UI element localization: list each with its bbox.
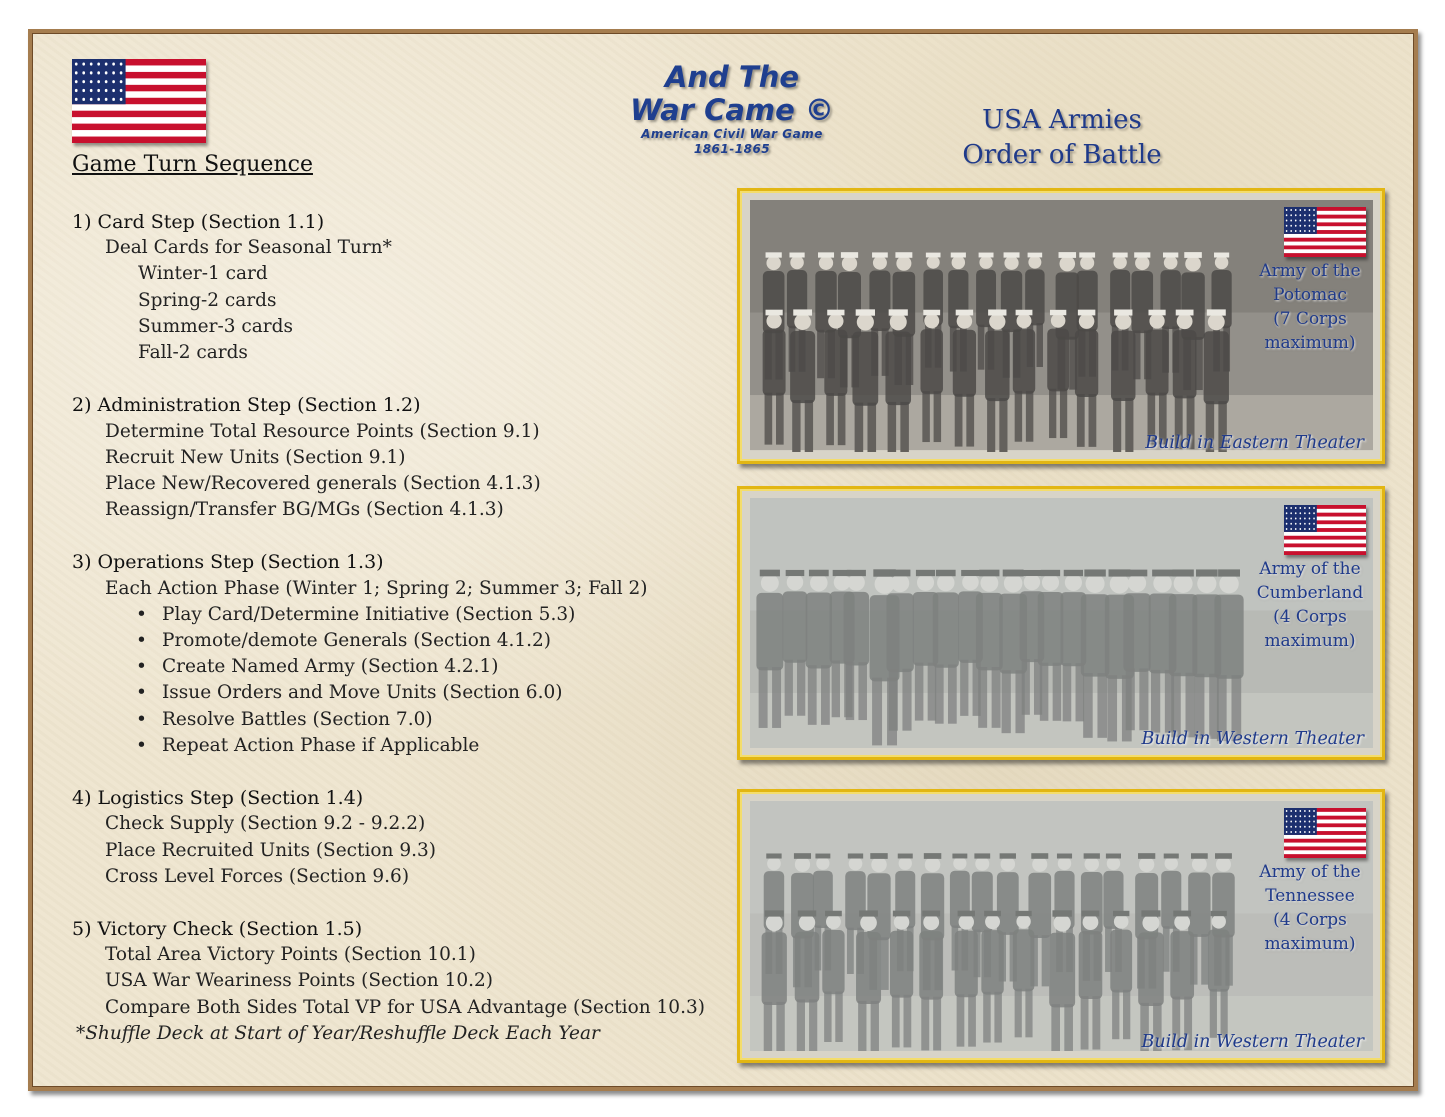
bullet-icon: • xyxy=(136,708,147,730)
army-name xyxy=(1254,259,1366,355)
army-name-line: (7 Corps xyxy=(1273,309,1347,329)
step-title: 1) Card Step (Section 1.1) xyxy=(72,211,325,233)
turn-sequence xyxy=(72,209,732,1047)
bullet-text: Promote/demote Generals (Section 4.1.2) xyxy=(162,630,551,651)
bullet-icon: • xyxy=(136,630,147,651)
step-subline: Spring-2 cards xyxy=(138,289,277,311)
footnote: *Shuffle Deck at Start of Year/Reshuffle Deck Each Year xyxy=(76,1022,600,1044)
step-line: USA War Weariness Points (Section 10.2) xyxy=(105,970,494,992)
army-name-line: (4 Corps xyxy=(1273,910,1347,930)
army-name-line: maximum) xyxy=(1264,631,1356,651)
step-title: 5) Victory Check (Section 1.5) xyxy=(72,918,363,941)
step-line: Each Action Phase (Winter 1; Spring 2; Summer 3; Fall 2) xyxy=(105,577,648,599)
army-name-line: Cumberland xyxy=(1256,583,1364,603)
bullet-item xyxy=(72,707,732,733)
bullet-text: Repeat Action Phase if Applicable xyxy=(162,734,480,756)
step-line: Total Area Victory Points (Section 10.1) xyxy=(105,944,476,966)
oob-title-line2: Order of Battle xyxy=(962,140,1162,170)
step-title: 4) Logistics Step (Section 1.4) xyxy=(72,787,364,810)
us-flag-icon xyxy=(1284,808,1366,858)
bullet-text: Create Named Army (Section 4.2.1) xyxy=(162,656,499,678)
bullet-text: Issue Orders and Move Units (Section 6.0) xyxy=(162,682,563,704)
army-name-line: (4 Corps xyxy=(1273,607,1347,627)
oob-title-line1: USA Armies xyxy=(982,105,1142,135)
step-subline: Summer-3 cards xyxy=(138,315,293,337)
step-line: Place Recruited Units (Section 9.3) xyxy=(105,839,436,861)
game-years: 1861-1865 xyxy=(693,142,771,156)
step-line: Recruit New Units (Section 9.1) xyxy=(105,446,406,468)
step-line: Compare Both Sides Total VP for USA Advantage (Section 10.3) xyxy=(105,996,705,1018)
us-flag-icon xyxy=(1284,505,1366,555)
step-title: 2) Administration Step (Section 1.2) xyxy=(72,394,421,417)
army-panel-potomac xyxy=(737,188,1385,464)
game-title-line2: War Came © xyxy=(630,93,834,127)
bullet-item xyxy=(72,628,732,654)
us-flag-icon xyxy=(1284,207,1366,257)
us-flag-icon xyxy=(72,59,206,143)
game-title-line1: And The xyxy=(664,60,800,94)
reference-sheet xyxy=(28,29,1418,1091)
army-name-line: Potomac xyxy=(1273,285,1347,305)
army-name-line: maximum) xyxy=(1264,333,1356,353)
army-name xyxy=(1254,557,1366,653)
army-name xyxy=(1254,860,1366,956)
bullet-item xyxy=(72,602,732,628)
theater-label: Build in Western Theater xyxy=(1141,1032,1364,1052)
bullet-icon: • xyxy=(136,682,147,704)
spacer xyxy=(72,366,732,392)
game-subtitle: American Civil War Game xyxy=(641,127,823,141)
bullet-item xyxy=(72,654,732,680)
step-line: Check Supply (Section 9.2 - 9.2.2) xyxy=(105,813,426,835)
sequence-heading: Game Turn Sequence xyxy=(72,152,313,177)
army-name-line: Army of the xyxy=(1259,261,1361,281)
step-line: Reassign/Transfer BG/MGs (Section 4.1.3) xyxy=(105,499,504,521)
spacer xyxy=(72,890,732,916)
bullet-icon: • xyxy=(136,603,147,625)
army-name-line: maximum) xyxy=(1264,934,1356,954)
bullet-item xyxy=(72,680,732,706)
army-panel-cumberland xyxy=(737,486,1385,760)
bullet-icon: • xyxy=(136,656,147,678)
step-line: Place New/Recovered generals (Section 4.1.3) xyxy=(105,472,541,494)
army-name-line: Tennessee xyxy=(1265,886,1355,906)
army-panel-tennessee xyxy=(737,789,1385,1063)
game-title xyxy=(622,61,842,157)
order-of-battle-title xyxy=(932,103,1192,173)
step-title: 3) Operations Step (Section 1.3) xyxy=(72,551,384,574)
theater-label: Build in Eastern Theater xyxy=(1145,433,1364,453)
theater-label: Build in Western Theater xyxy=(1141,729,1364,749)
spacer xyxy=(72,759,732,785)
army-name-line: Army of the xyxy=(1259,559,1361,579)
bullet-item xyxy=(72,733,732,759)
step-line: Deal Cards for Seasonal Turn* xyxy=(105,237,392,259)
step-line: Cross Level Forces (Section 9.6) xyxy=(105,865,410,887)
bullet-icon: • xyxy=(136,734,147,756)
step-line: Determine Total Resource Points (Section 9.1) xyxy=(105,420,540,442)
step-subline: Winter-1 card xyxy=(138,263,268,285)
army-name-line: Army of the xyxy=(1259,862,1361,882)
step-subline: Fall-2 cards xyxy=(138,341,248,363)
spacer xyxy=(72,523,732,549)
bullet-text: Play Card/Determine Initiative (Section 5.3) xyxy=(162,603,576,625)
bullet-text: Resolve Battles (Section 7.0) xyxy=(162,708,433,730)
